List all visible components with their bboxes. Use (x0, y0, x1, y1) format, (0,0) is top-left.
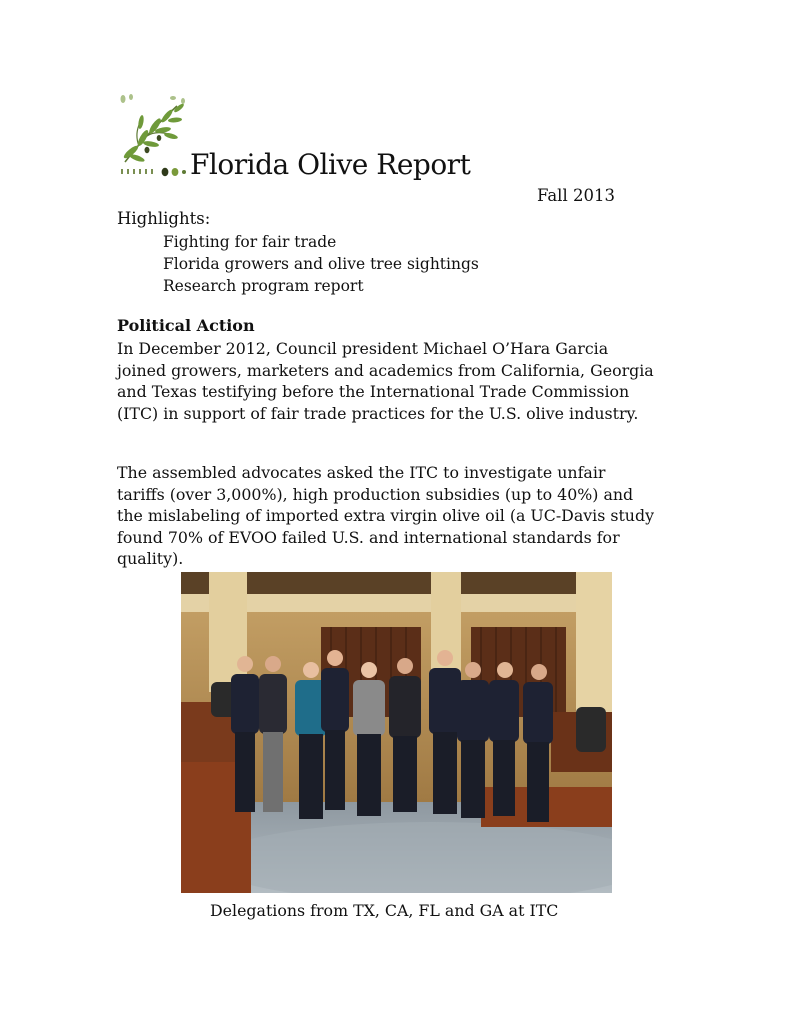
highlight-item: Research program report (163, 277, 364, 295)
section-heading-political-action: Political Action (117, 316, 255, 335)
highlights-label: Highlights: (117, 209, 211, 228)
delegation-photo (181, 572, 612, 893)
photo-caption: Delegations from TX, CA, FL and GA at ITC (210, 901, 559, 920)
paragraph: The assembled advocates asked the ITC to investigate unfair tariffs (over 3,000%), high production subsidies (up to 40%) and the mislabeling of imported extra virgin olive oil (a UC-Davis study found 70% of EVOO failed U.S. and international standards for quality). (117, 463, 655, 568)
report-season: Fall 2013 (537, 186, 615, 205)
report-title: Florida Olive Report (190, 148, 471, 181)
highlights-list (163, 231, 479, 297)
highlight-item: Fighting for fair trade (163, 233, 337, 251)
olive-branch-icon (117, 92, 189, 178)
highlight-item: Florida growers and olive tree sightings (163, 255, 479, 273)
paragraph: In December 2012, Council president Michael O’Hara Garcia joined growers, marketers and academics from California, Georgia and Texas testifying before the International Trade Commission (ITC) in support of fair trade practices for the U.S. olive industry. (117, 339, 654, 423)
